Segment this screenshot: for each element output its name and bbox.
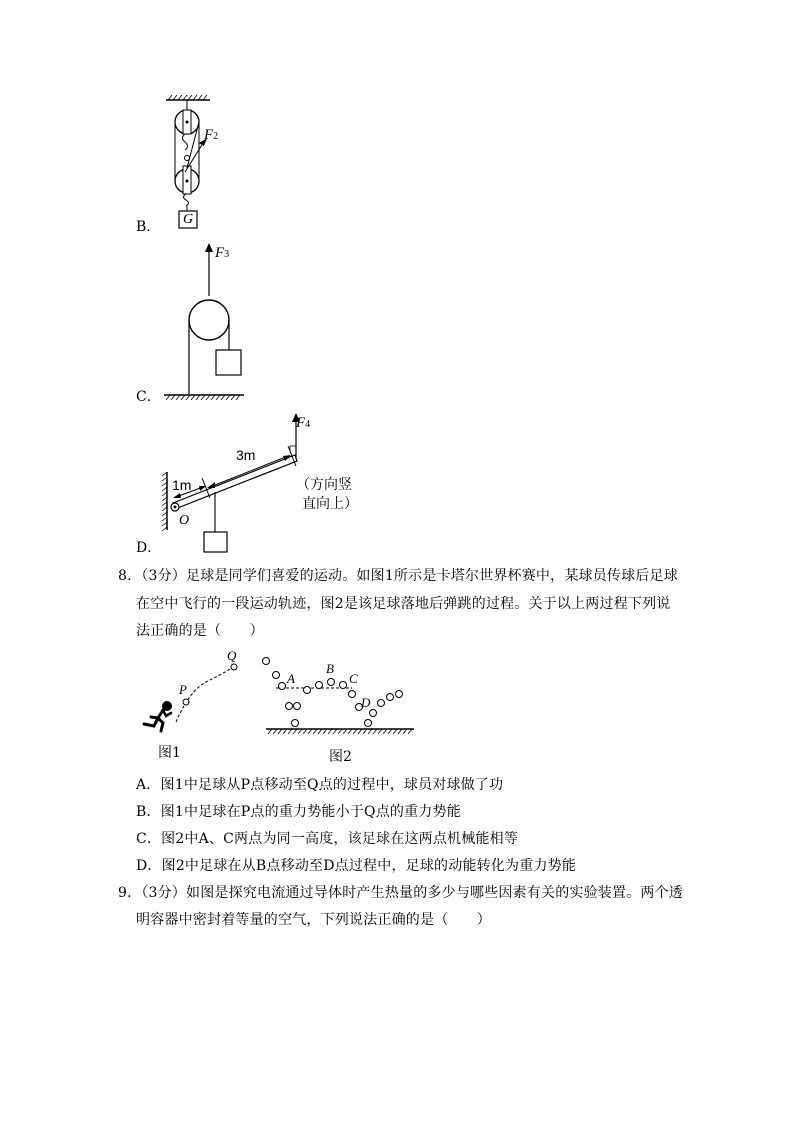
length-3m-label: 3m [236, 447, 256, 463]
q9-stem-line2: 明容器中密封着等量的空气，下列说法正确的是（ ） [136, 912, 491, 928]
option-d-letter: D． [136, 540, 162, 556]
q9-stem-line1: 9．（3分）如图是探究电流通过导体时产生热量的多少与哪些因素有关的实验装置。两个透 [118, 885, 684, 901]
point-d-label: D [361, 695, 371, 710]
pivot-o-label: O [179, 513, 190, 528]
point-q-label: Q [227, 648, 237, 663]
direction-note-line2: 直向上） [302, 496, 358, 512]
q8-stem-line3: 法正确的是（ ） [136, 623, 264, 639]
q8-option-d[interactable]: D．图2中足球在从B点移动至D点过程中，足球的动能转化为重力势能 [136, 858, 577, 874]
q8-option-c[interactable]: C．图2中A、C两点为同一高度，该足球在这两点机械能相等 [136, 831, 519, 847]
q8-stem-line2: 在空中飞行的一段运动轨迹，图2是该足球落地后弹跳的过程。关于以上两过程下列说 [136, 596, 671, 612]
option-c-letter: C． [136, 389, 161, 405]
q8-stem-line1: 8．（3分）足球是同学们喜爱的运动。如图1所示是卡塔尔世界杯赛中，某球员传球后足球 [118, 568, 678, 584]
force-f2-label: F2 [204, 127, 219, 143]
direction-note-line1: （方向竖 [296, 477, 352, 493]
weight-g-label: G [183, 212, 194, 227]
force-f4-label: F4 [296, 415, 311, 431]
point-p-label: P [179, 682, 187, 697]
q8-option-a[interactable]: A．图1中足球从P点移动至Q点的过程中，球员对球做了功 [136, 777, 504, 793]
figure-2-caption: 图2 [329, 749, 352, 765]
point-b-label: B [326, 661, 334, 676]
figure-1-caption: 图1 [158, 745, 181, 761]
point-a-label: A [287, 671, 295, 686]
force-f3-label: F3 [215, 245, 230, 261]
option-b-letter: B． [136, 219, 161, 235]
q8-option-b[interactable]: B．图1中足球在P点的重力势能小于Q点的重力势能 [136, 804, 461, 820]
point-c-label: C [349, 671, 358, 686]
length-1m-label: 1m [172, 477, 192, 493]
